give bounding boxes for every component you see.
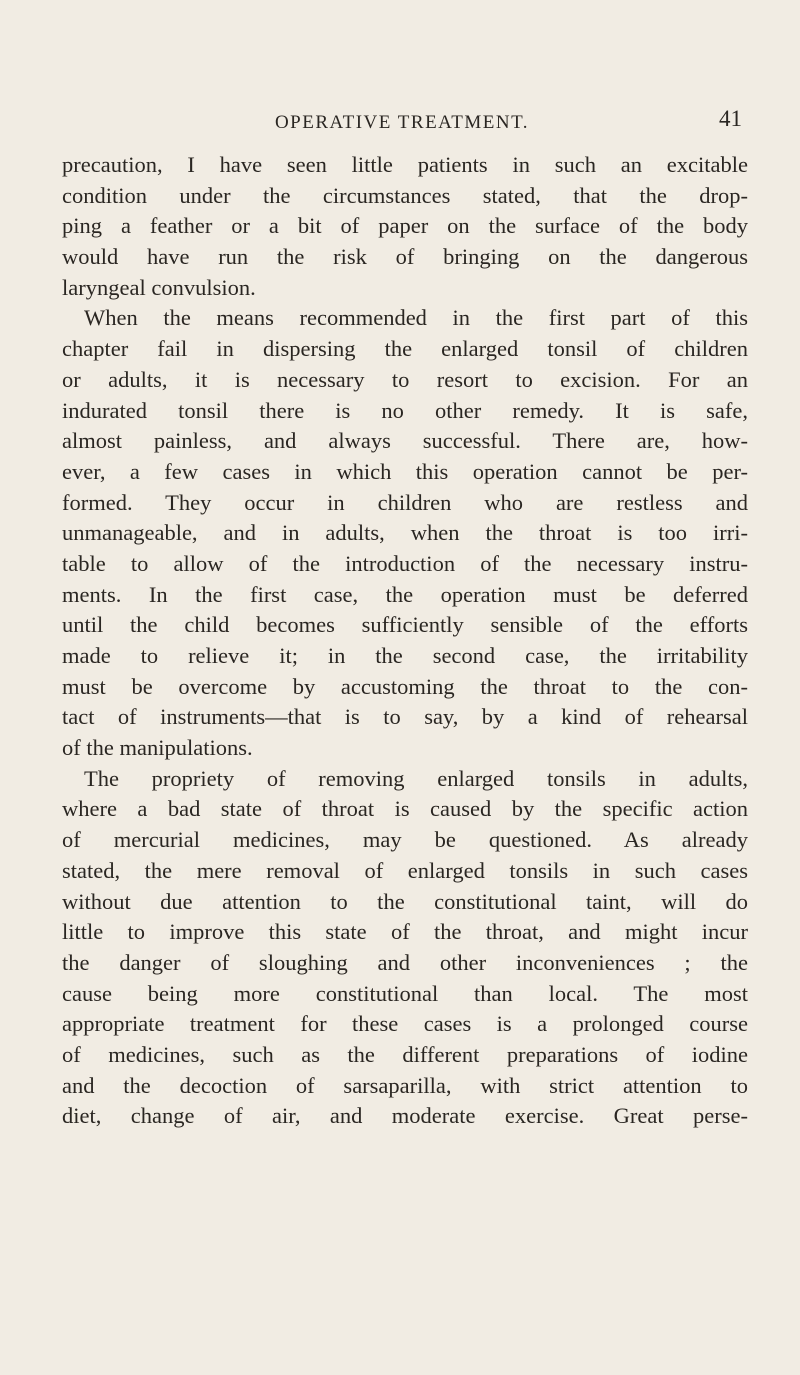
text-line: made to relieve it; in the second case, the irritability — [62, 643, 748, 668]
text-line: the danger of sloughing and other inconveniences ; the — [62, 949, 748, 975]
text-line: precaution, I have seen little patients in such an excitable — [62, 152, 748, 177]
text-line: ever, a few cases in which this operation cannot be per- — [62, 458, 748, 484]
text-line: tact of instruments—that is to say, by a kind of rehearsal — [62, 704, 748, 730]
text-line: little to improve this state of the throat, and might incur — [62, 919, 748, 945]
running-head — [62, 106, 742, 136]
text-line: table to allow of the introduction of the necessary instru- — [62, 550, 748, 576]
page-number: 41 — [719, 106, 742, 131]
text-line: of mercurial medicines, may be questioned. As already — [62, 827, 748, 853]
text-line: The propriety of removing enlarged tonsils in adults, — [84, 765, 748, 791]
text-line: cause being more constitutional than local. The most — [62, 980, 748, 1006]
text-line: ments. In the first case, the operation must be deferred — [62, 581, 748, 607]
text-line: unmanageable, and in adults, when the throat is too irri- — [62, 520, 748, 546]
text-line: laryngeal convulsion. — [62, 274, 256, 300]
text-line: of medicines, such as the different preparations of iodine — [62, 1041, 748, 1067]
text-line: where a bad state of throat is caused by the specific action — [62, 796, 748, 822]
text-line: ping a feather or a bit of paper on the surface of the body — [62, 213, 748, 239]
text-line: until the child becomes sufficiently sensible of the efforts — [62, 612, 748, 638]
text-line: chapter fail in dispersing the enlarged tonsil of children — [62, 336, 748, 362]
text-line: condition under the circumstances stated, that the drop- — [62, 182, 748, 208]
text-line: must be overcome by accustoming the throat to the con- — [62, 673, 748, 699]
text-line: of the manipulations. — [62, 735, 253, 761]
text-line: diet, change of air, and moderate exercise. Great perse- — [62, 1103, 748, 1129]
text-line: or adults, it is necessary to resort to excision. For an — [62, 366, 748, 392]
text-line: would have run the risk of bringing on the dangerous — [62, 244, 748, 270]
text-line: appropriate treatment for these cases is a prolonged course — [62, 1011, 748, 1037]
text-line: stated, the mere removal of enlarged tonsils in such cases — [62, 857, 748, 883]
body-text — [62, 150, 748, 1132]
text-line: and the decoction of sarsaparilla, with strict attention to — [62, 1072, 748, 1098]
text-line: formed. They occur in children who are restless and — [62, 489, 748, 515]
text-line: without due attention to the constitutional taint, will do — [62, 888, 748, 914]
text-line: almost painless, and always successful. There are, how- — [62, 428, 748, 454]
text-line: indurated tonsil there is no other remedy. It is safe, — [62, 397, 748, 423]
running-title: OPERATIVE TREATMENT. — [274, 112, 530, 133]
text-line: When the means recommended in the first part of this — [84, 305, 748, 331]
